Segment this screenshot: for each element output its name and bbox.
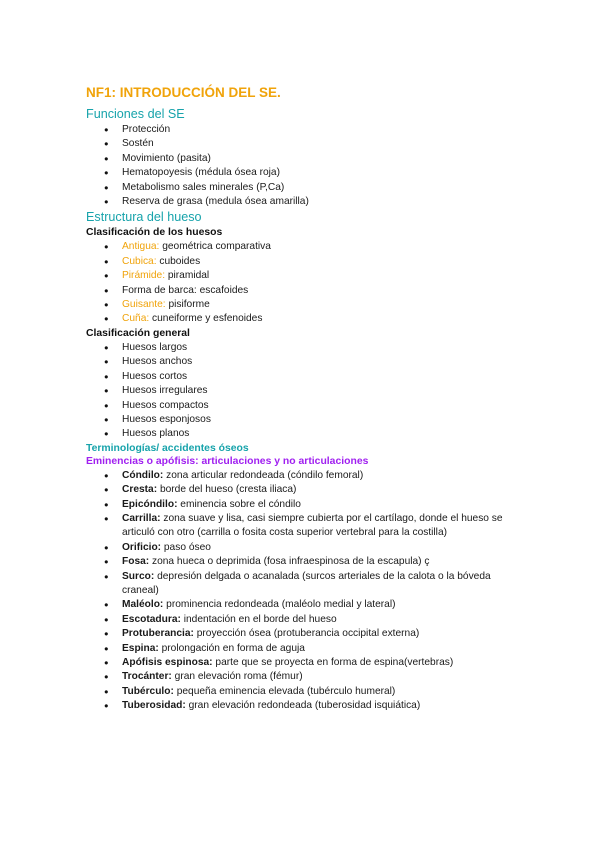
item-text: pisiforme bbox=[165, 299, 210, 311]
clasificacion-general-list bbox=[86, 341, 520, 442]
list-item: ● Reserva de grasa (medula ósea amarilla) bbox=[122, 195, 520, 209]
term: Espina: bbox=[122, 642, 159, 654]
term: Surco: bbox=[122, 570, 155, 582]
item-text: Forma de barca: escafoides bbox=[122, 284, 249, 296]
term-text: eminencia sobre el cóndilo bbox=[177, 498, 301, 510]
term-text: depresión delgada o acanalada (surcos arteriales de la calota o la bóveda craneal) bbox=[122, 570, 491, 596]
list-item bbox=[122, 570, 520, 599]
term-text: gran elevación roma (fémur) bbox=[171, 671, 303, 683]
list-item: ● Huesos cortos bbox=[122, 370, 520, 384]
list-item: ● Metabolismo sales minerales (P,Ca) bbox=[122, 181, 520, 195]
list-item: ● Huesos planos bbox=[122, 427, 520, 441]
term: Trocánter: bbox=[122, 671, 172, 683]
list-item bbox=[122, 598, 520, 612]
term: Cóndilo: bbox=[122, 469, 164, 481]
list-item bbox=[122, 469, 520, 483]
document-title: NF1: INTRODUCCIÓN DEL SE. bbox=[86, 85, 281, 100]
term-text: paso óseo bbox=[161, 541, 211, 553]
term-text: borde del hueso (cresta iliaca) bbox=[157, 484, 297, 496]
term: Tubérculo: bbox=[122, 685, 174, 697]
list-item: ● Huesos largos bbox=[122, 341, 520, 355]
item-text: geométrica comparativa bbox=[159, 241, 271, 253]
term: Maléolo: bbox=[122, 599, 164, 611]
list-item bbox=[122, 284, 520, 298]
term: Cresta: bbox=[122, 484, 158, 496]
list-item bbox=[122, 627, 520, 641]
term-text: zona hueca o deprimida (fosa infraespinosa de la escapula) ç bbox=[149, 556, 430, 568]
term: Carrilla: bbox=[122, 512, 161, 524]
list-item bbox=[122, 512, 520, 541]
keyword: Cubica: bbox=[122, 255, 157, 267]
terminologias-list bbox=[86, 469, 520, 714]
clasificacion-huesos-list bbox=[86, 240, 520, 326]
list-item bbox=[122, 312, 520, 326]
item-text: cuneiforme y esfenoides bbox=[149, 313, 263, 325]
list-item bbox=[122, 298, 520, 312]
term-text: parte que se proyecta en forma de espina(vertebras) bbox=[212, 657, 454, 668]
clasificacion-general-heading: Clasificación general bbox=[86, 327, 190, 339]
term-text: indentación en el borde del hueso bbox=[180, 613, 337, 625]
term-text: zona suave y lisa, casi siempre cubierta por el cartílago, donde el hueso se articuló con otro (carrilla o fosita costa superior vertebral para la costilla) bbox=[122, 512, 503, 539]
funciones-heading: Funciones del SE bbox=[86, 107, 185, 121]
list-item: ● Huesos anchos bbox=[122, 355, 520, 369]
term: Fosa: bbox=[122, 556, 150, 568]
list-item bbox=[122, 483, 520, 497]
list-item: ● Huesos compactos bbox=[122, 399, 520, 413]
term: Epicóndilo: bbox=[122, 498, 178, 510]
list-item bbox=[122, 670, 520, 684]
term: Escotadura: bbox=[122, 613, 181, 625]
keyword: Pirámide: bbox=[122, 270, 166, 282]
term-text: pequeña eminencia elevada (tubérculo humeral) bbox=[173, 685, 396, 697]
clasificacion-huesos-heading: Clasificación de los huesos bbox=[86, 227, 223, 239]
term: Protuberancia: bbox=[122, 628, 194, 640]
list-item: ● Protección bbox=[122, 123, 520, 137]
term: Orificio: bbox=[122, 541, 162, 553]
term-text: prolongación en forma de aguja bbox=[158, 642, 305, 654]
keyword: Cuña: bbox=[122, 313, 150, 325]
list-item bbox=[122, 699, 520, 713]
list-item bbox=[122, 269, 520, 283]
list-item: ● Sostén bbox=[122, 137, 520, 151]
list-item bbox=[122, 613, 520, 627]
list-item bbox=[122, 240, 520, 254]
eminencias-heading: Eminencias o apófisis: articulaciones y no articulaciones bbox=[86, 456, 369, 468]
list-item: ● Huesos esponjosos bbox=[122, 413, 520, 427]
item-text: cuboides bbox=[156, 255, 201, 267]
list-item: ● Huesos irregulares bbox=[122, 384, 520, 398]
list-item bbox=[122, 642, 520, 656]
list-item: ● Hematopoyesis (médula ósea roja) bbox=[122, 166, 520, 180]
keyword: Guisante: bbox=[122, 299, 166, 311]
terminologias-heading: Terminologías/ accidentes óseos bbox=[86, 442, 249, 454]
estructura-heading: Estructura del hueso bbox=[86, 210, 202, 225]
keyword: Antigua: bbox=[122, 241, 160, 253]
list-item: ● Movimiento (pasita) bbox=[122, 152, 520, 166]
list-item bbox=[122, 685, 520, 699]
list-item bbox=[122, 656, 520, 670]
funciones-list bbox=[86, 123, 520, 209]
list-item bbox=[122, 541, 520, 555]
list-item bbox=[122, 255, 520, 269]
list-item bbox=[122, 555, 520, 569]
list-item bbox=[122, 498, 520, 512]
term: Tuberosidad: bbox=[122, 700, 186, 712]
term-text: gran elevación redondeada (tuberosidad isquiática) bbox=[185, 700, 421, 712]
term-text: proyección ósea (protuberancia occipital externa) bbox=[193, 628, 420, 640]
term-text: zona articular redondeada (cóndilo femoral) bbox=[163, 469, 364, 481]
item-text: piramidal bbox=[165, 270, 210, 282]
term-text: prominencia redondeada (maléolo medial y lateral) bbox=[163, 599, 396, 611]
term: Apófisis espinosa: bbox=[122, 657, 213, 668]
